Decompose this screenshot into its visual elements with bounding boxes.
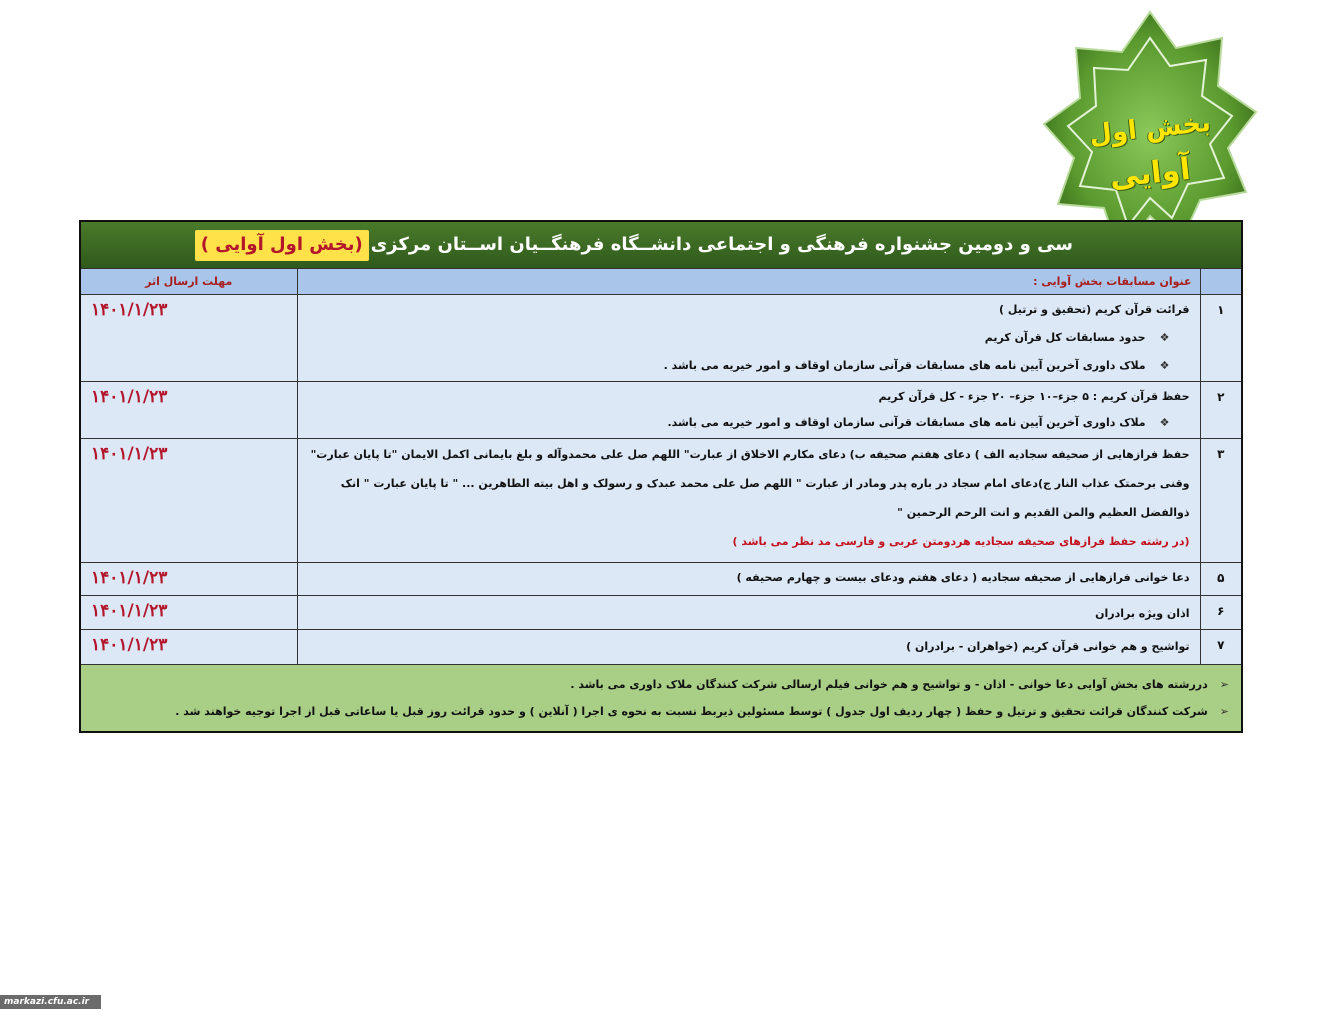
row-title: تواشیح و هم خوانی قرآن کریم (خواهران - برادران ) [906,640,1190,653]
row-number: ۵ [1200,563,1242,596]
table-row [80,563,1242,596]
badge-line-2: آوایی [1107,151,1193,196]
table-title-row [80,221,1242,269]
row-deadline: ۱۴۰۱/۱/۲۳ [80,563,297,596]
row-content [297,563,1200,596]
header-num-cell [1200,269,1242,295]
row-content [297,295,1200,382]
row-deadline: ۱۴۰۱/۱/۲۳ [80,596,297,630]
competition-table [79,220,1243,733]
row-number: ۶ [1200,596,1242,630]
table-row [80,439,1242,563]
row-number: ۲ [1200,382,1242,439]
row-title: قرائت قرآن کریم (تحقیق و ترتیل ) [999,303,1190,316]
row-deadline: ۱۴۰۱/۱/۲۳ [80,630,297,665]
note-text: شرکت کنندگان قرائت تحقیق و ترتیل و حفظ ( چهار ردیف اول جدول ) توسط مسئولین ذیربط نسبت به نحوه ی اجرا ( آنلاین ) و حدود قرائت روز قبل یا ساعاتی قبل از اجرا توجیه خواهند شد . [175,705,1208,718]
note-item [91,698,1229,725]
row-number: ۱ [1200,295,1242,382]
row-bullet [308,330,1190,346]
notes-cell [80,665,1242,733]
note-text: دررشته های بخش آوایی دعا خوانی - اذان - و تواشیح و هم خوانی فیلم ارسالی شرکت کنندگان ملاک داوری می باشد . [570,678,1208,691]
header-deadline-cell: مهلت ارسال اثر [80,269,297,295]
header-title-cell: عنوان مسابقات بخش آوایی : [297,269,1200,295]
row-content [297,630,1200,665]
badge-line-1: بخش اول [1087,107,1213,151]
row-title: حفظ قرآن کریم : ۵ جزء–۱۰ جزء– ۲۰ جزء - کل قرآن کریم [878,390,1190,403]
table-row [80,382,1242,439]
title-main: سی و دومین جشنواره فرهنگی و اجتماعی دانشــگاه فرهنگــیان اســتان مرکزی [370,233,1073,255]
diamond-bullet-icon: ❖ [1159,416,1170,429]
row-line: ذوالفضل العظیم والمن القدیم و انت الرحم الرحمین " [897,506,1190,519]
title-highlight: (بخش اول آوایی ) [195,230,369,261]
row-bullet-text: ملاک داوری آخرین آیین نامه های مسابقات قرآنی سازمان اوقاف و امور خیریه می باشد . [663,359,1146,372]
row-title: دعا خوانی فرازهایی از صحیفه سجادیه ( دعای هفتم ودعای بیست و چهارم صحیفه ) [736,571,1190,584]
table-header-row [80,269,1242,295]
arrow-bullet-icon: ➢ [1219,678,1229,691]
diamond-bullet-icon: ❖ [1159,359,1170,372]
row-title: اذان ویژه برادران [1095,607,1190,620]
row-content [297,439,1200,563]
table-row [80,596,1242,630]
row-bullet-text: ملاک داوری آخرین آیین نامه های مسابقات قرآنی سازمان اوقاف و امور خیریه می باشد. [667,416,1146,429]
site-url-tag: markazi.cfu.ac.ir [0,995,101,1009]
row-deadline: ۱۴۰۱/۱/۲۳ [80,439,297,563]
row-line: حفظ فرازهایی از صحیفه سجادیه الف ) دعای هفتم صحیفه ب) دعای مکارم الاخلاق از عبارت" اللهم صل علی محمدوآله و بلغ بایمانی اکمل الایمان "تا پایان عبارت" [310,448,1190,461]
row-bullet-text: حدود مسابقات کل قرآن کریم [984,331,1146,344]
row-deadline: ۱۴۰۱/۱/۲۳ [80,295,297,382]
row-bullet [308,358,1190,374]
row-content [297,596,1200,630]
row-content [297,382,1200,439]
diamond-bullet-icon: ❖ [1159,331,1170,344]
notes-row [80,665,1242,733]
table-row [80,295,1242,382]
note-item [91,671,1229,698]
row-deadline: ۱۴۰۱/۱/۲۳ [80,382,297,439]
table-title [80,221,1242,269]
row-number: ۳ [1200,439,1242,563]
row-bullet [308,415,1190,431]
table-row [80,630,1242,665]
row-number: ۷ [1200,630,1242,665]
arrow-bullet-icon: ➢ [1219,705,1229,718]
row-line: وقنی برحمتک عذاب النار ج)دعای امام سجاد در باره پدر ومادر از عبارت " اللهم صل علی محمد عبدک و رسولک و اهل بیته الطاهرین ... " تا پایان عبارت " انک [340,477,1190,490]
row-note: (در رشته حفظ فرازهای صحیفه سجادیه هردومتن عربی و فارسی مد نظر می باشد ) [732,535,1190,548]
